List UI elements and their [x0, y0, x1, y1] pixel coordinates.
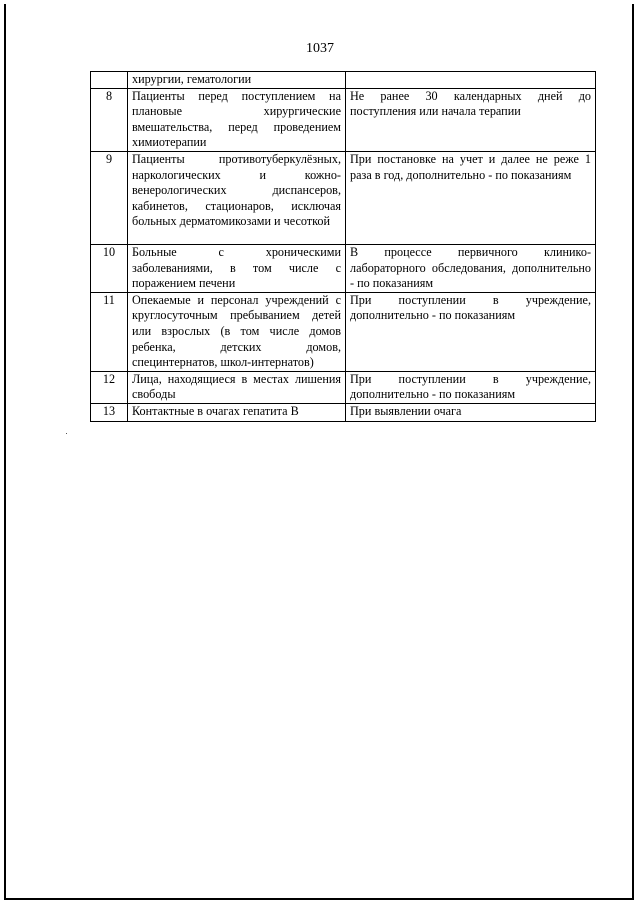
row-number: 9: [91, 151, 128, 244]
testing-timing: При поступлении в учреждение, дополнительно - по показаниям: [346, 292, 596, 371]
row-number: 10: [91, 244, 128, 292]
testing-timing: При выявлении очага: [346, 403, 596, 421]
testing-timing: [346, 72, 596, 89]
table-row: [91, 88, 596, 151]
table-row: [91, 244, 596, 292]
row-number: [91, 72, 128, 89]
population-category: Контактные в очагах гепатита В: [128, 403, 346, 421]
testing-timing: В процессе первичного клинико-лабораторного обследования, дополнительно - по показаниям: [346, 244, 596, 292]
table-row: [91, 72, 596, 89]
scan-artifact: [66, 433, 67, 434]
screening-table: [90, 71, 596, 422]
table-row: [91, 292, 596, 371]
population-category: хирургии, гематологии: [128, 72, 346, 89]
row-number: 12: [91, 371, 128, 403]
population-category: Больные с хроническими заболеваниями, в том числе с поражением печени: [128, 244, 346, 292]
row-number: 13: [91, 403, 128, 421]
testing-timing: При постановке на учет и далее не реже 1 раза в год, дополнительно - по показаниям: [346, 151, 596, 244]
population-category: Опекаемые и персонал учреждений с круглосуточным пребыванием детей или взрослых (в том числе домов ребенка, детских домов, специнтернатов, школ-интернатов): [128, 292, 346, 371]
table-row: [91, 151, 596, 244]
page-number: 1037: [306, 41, 334, 56]
testing-timing: Не ранее 30 календарных дней до поступления или начала терапии: [346, 88, 596, 151]
testing-timing: При поступлении в учреждение, дополнительно - по показаниям: [346, 371, 596, 403]
table-row: [91, 371, 596, 403]
population-category: Лица, находящиеся в местах лишения свободы: [128, 371, 346, 403]
population-category: Пациенты противотуберкулёзных, наркологических и кожно-венерологических диспансеров, кабинетов, стационаров, исключая больных дерматомикозами и чесоткой: [128, 151, 346, 244]
table-row: [91, 403, 596, 421]
row-number: 8: [91, 88, 128, 151]
population-category: Пациенты перед поступлением на плановые хирургические вмешательства, перед проведением химиотерапии: [128, 88, 346, 151]
row-number: 11: [91, 292, 128, 371]
